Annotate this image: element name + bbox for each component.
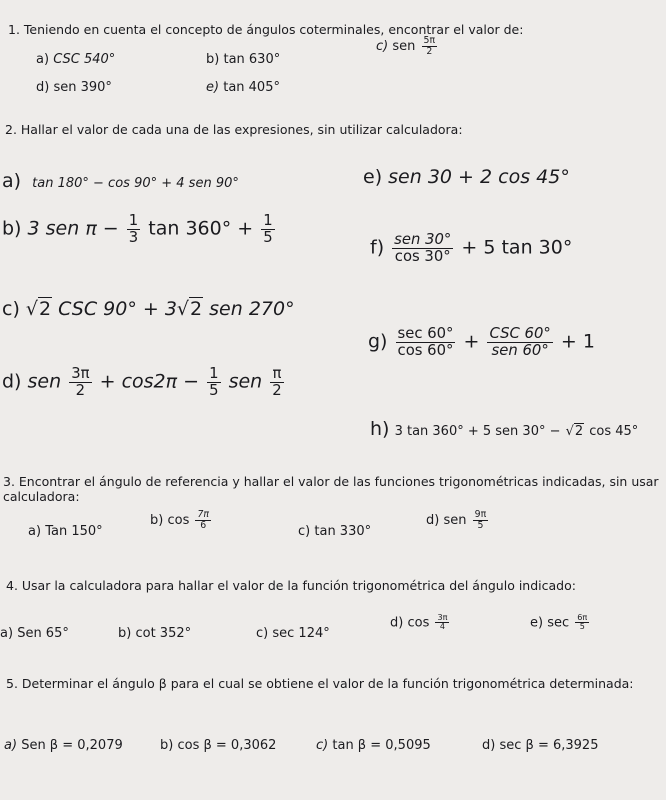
numerator: 7π [197,509,210,520]
item-label: f) [370,236,385,259]
item-expression: Tan 150° [45,524,103,539]
fraction [487,326,552,358]
numerator: 3π [71,365,90,382]
q5-item-d [482,738,598,753]
q2-item-c [2,298,295,320]
function-name: cos [407,615,430,631]
q1-item-e [206,80,280,95]
q2-item-d [2,366,286,398]
fraction [69,366,91,398]
expression-part: 3 sen π − [27,217,119,240]
item-expression: Sen β = 0,2079 [21,738,123,753]
expression-part: + 1 [560,330,595,353]
denominator: 5 [209,381,219,399]
q4-item-e [530,614,591,632]
item-label: e) [206,80,220,95]
fraction [261,213,274,245]
item-expression: tan β = 0,5095 [332,738,431,753]
numerator: π [270,366,283,383]
q5-item-c [316,738,431,753]
item-label: b) [2,217,22,240]
plus-sign: + [463,330,480,353]
fraction [396,326,456,358]
item-label: d) [426,512,440,528]
numerator: 1 [263,212,273,229]
q2-item-b [2,213,277,245]
q1-item-d [36,80,112,95]
expression-part: + cos2π − [99,370,200,393]
q4-item-a [0,626,69,641]
item-label: a) [36,52,50,67]
item-expression: tan 180° − cos 90° + 4 sen 90° [32,176,239,191]
item-expression: Sen 65° [17,626,69,641]
item-expression: tan 630° [223,52,281,67]
item-label: c) [298,524,311,539]
function-name: sen [443,512,467,528]
denominator: cos 30° [394,247,451,265]
fraction [575,614,589,632]
q2-item-f [370,232,572,264]
item-expression: tan 405° [223,80,280,95]
fraction [392,232,453,264]
radicand: 2 [574,424,584,439]
expression-part: sen [27,370,62,393]
denominator: 2 [272,381,282,399]
expression-part: sen 270° [209,298,295,320]
q5-item-b [160,738,276,753]
item-label: c) [2,298,20,320]
numerator: 3π [437,613,448,622]
q3-title: 3. Encontrar el ángulo de referencia y hallar el valor de las funciones trigonométricas indicadas, sin usar calculadora: [3,474,659,504]
item-label: d) [36,80,50,95]
item-expression: cot 352° [135,626,192,641]
denominator: 6 [200,519,207,531]
square-root: √2 [176,298,203,320]
denominator: 5 [477,519,484,531]
item-label: c) [256,626,269,641]
q3-item-c [298,524,371,539]
item-label: c) [316,738,329,753]
denominator: 3 [128,228,139,246]
square-root: √2 [565,424,584,439]
item-label: d) [482,738,496,753]
square-root: √2 [25,298,52,320]
item-label: b) [206,52,220,67]
fraction [207,366,220,398]
denominator: 2 [426,45,433,57]
item-label: a) [4,738,18,753]
q4-item-c [256,626,330,641]
item-label: e) [530,615,544,631]
item-label: c) [376,38,389,54]
fraction [195,510,211,531]
q3-item-b [150,510,213,531]
item-expression: sen 30 + 2 cos 45° [388,166,570,188]
q2-item-a [2,170,239,192]
q4-title: 4. Usar la calculadora para hallar el valor de la función trigonométrica del ángulo indicado: [6,578,576,593]
q1-item-a [36,52,115,67]
q1-title: 1. Teniendo en cuenta el concepto de ángulos coterminales, encontrar el valor de: [8,22,524,37]
item-expression: sen 390° [53,80,112,95]
numerator: 9π [474,509,487,520]
item-label: a) [2,170,22,192]
q4-item-b [118,626,191,641]
numerator: sec 60° [397,325,454,342]
function-name: sec [547,615,570,631]
numerator: CSC 60° [489,325,551,342]
item-label: d) [2,370,22,393]
expression-part: cos 45° [589,424,639,439]
numerator: 6π [577,613,588,622]
item-label: e) [363,166,383,188]
q2-item-g [368,326,595,358]
denominator: sen 60° [491,341,549,359]
item-expression: sec 124° [272,626,330,641]
item-expression: CSC 540° [53,52,116,67]
radicand: 2 [190,298,203,320]
function-name: sen [392,38,416,54]
denominator: 4 [439,622,446,632]
item-expression: tan 330° [314,524,372,539]
numerator: 5π [423,35,436,46]
item-label: a) [28,524,42,539]
fraction [422,36,438,57]
expression-part: + 5 tan 30° [461,236,573,259]
q2-item-h [370,418,638,440]
item-label: b) [118,626,132,641]
item-label: d) [390,615,404,631]
fraction [435,614,449,632]
q1-item-b [206,52,280,67]
expression-part: sen [228,370,263,393]
q5-title: 5. Determinar el ángulo β para el cual se obtiene el valor de la función trigonométrica determinada: [6,676,634,691]
expression-part: tan 360° + [148,217,254,240]
radicand: 2 [39,298,52,320]
expression-part: CSC 90° + 3 [58,298,177,320]
q2-title: 2. Hallar el valor de cada una de las expresiones, sin utilizar calculadora: [5,122,463,137]
q3-item-a [28,524,103,539]
item-label: a) [0,626,14,641]
numerator: 1 [209,365,219,382]
item-label: g) [368,330,388,353]
item-label: b) [150,512,164,528]
numerator: 1 [128,212,139,229]
item-label: h) [370,418,390,440]
item-expression: sec β = 6,3925 [499,738,599,753]
numerator: sen 30° [394,231,452,248]
denominator: 2 [75,381,86,399]
q1-item-c [376,36,439,57]
denominator: 5 [579,622,585,632]
fraction [270,366,283,398]
q3-item-d [426,510,490,531]
denominator: cos 60° [397,341,454,359]
q4-item-d [390,614,451,632]
function-name: cos [167,512,190,528]
q2-item-e [363,166,570,188]
fraction [473,510,489,531]
expression-part: 3 tan 360° + 5 sen 30° − [394,424,561,439]
denominator: 5 [263,228,273,246]
item-label: b) [160,738,174,753]
q5-item-a [4,738,123,753]
item-expression: cos β = 0,3062 [177,738,277,753]
fraction [127,213,140,245]
